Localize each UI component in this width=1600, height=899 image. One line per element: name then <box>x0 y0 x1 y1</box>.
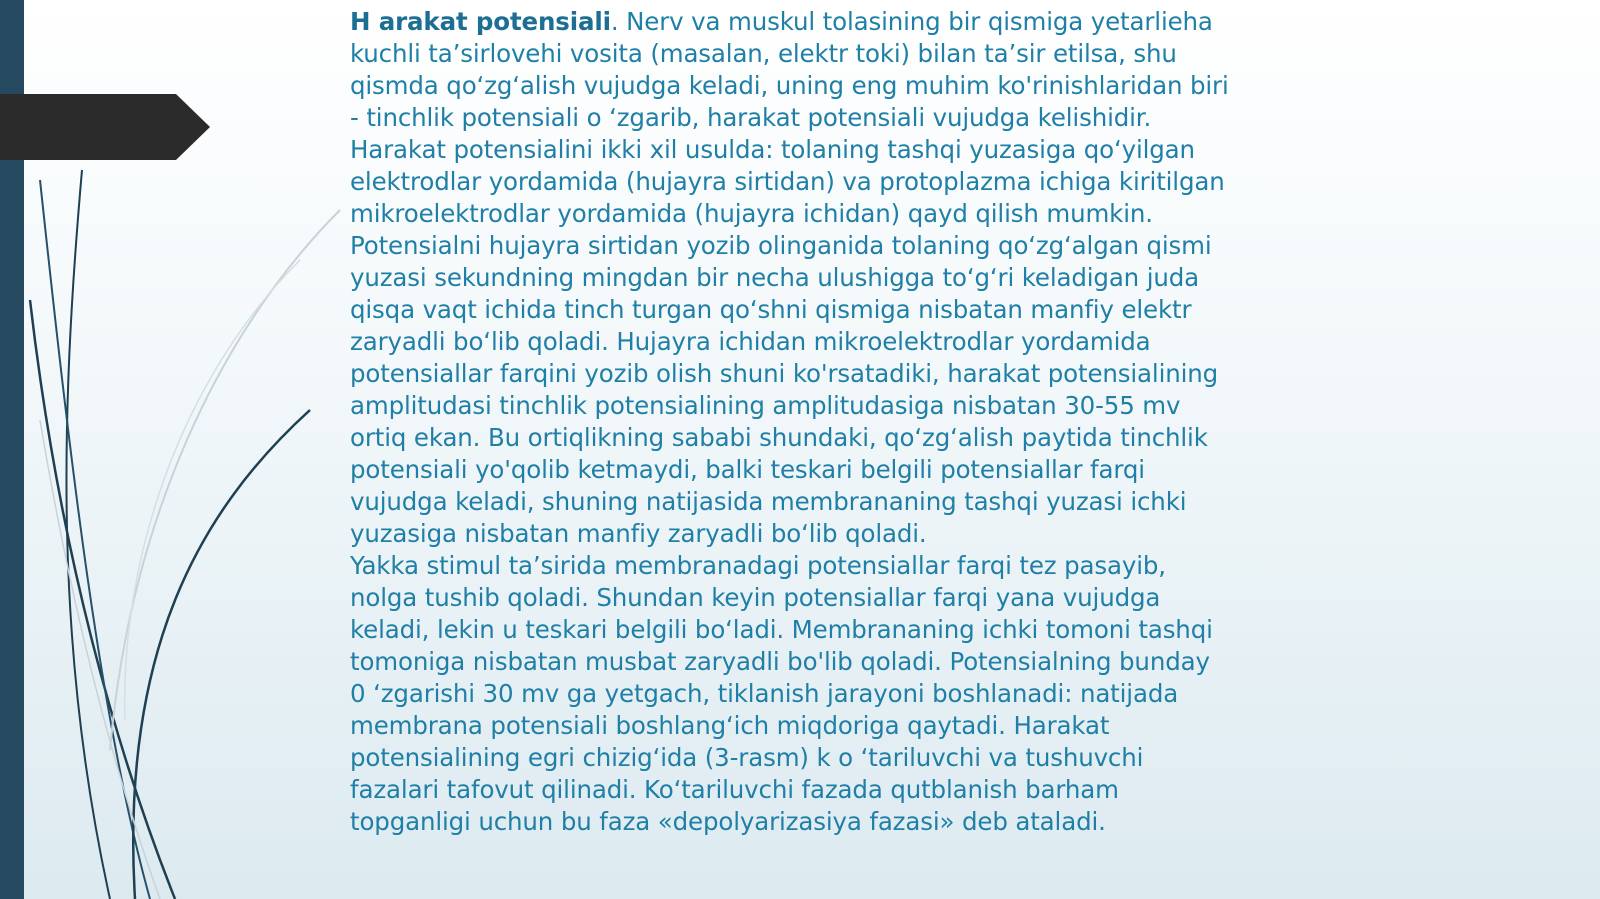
arrow-banner <box>0 94 210 160</box>
paragraph-2: Yakka stimul ta’sirida membranadagi potensiallar farqi tez pasayib, nolga tushib qoladi. Shundan keyin potensiallar farqi yana vujudga keladi, lekin u teskari belgili bo‘ladi. Membrananing ichki tomoni tashqi tomoniga nisbatan musbat zaryadli bo'lib qoladi. Potensialning bunday 0 ‘zgarishi 30 mv ga yetgach, tiklanish jarayoni boshlanadi: natijada membrana potensiali boshlang‘ich miqdoriga qaytadi. Harakat potensialining egri chizig‘ida (3-rasm) k o ‘tariluvchi va tushuvchi fazalari tafovut qilinadi. Ko‘tariluvchi fazada qutblanish barham topganligi uchun bu faza «depolyarizasiya fazasi» deb ataladi. <box>350 551 1213 836</box>
slide-body-text <box>350 6 1230 838</box>
paragraph-1-body: . Nerv va muskul tolasining bir qismiga yetarlieha kuchli ta’sirlovehi vosita (masalan, elektr toki) bilan ta’sir etilsa, shu qismda qo‘zg‘alish vujudga keladi, uning eng muhim ko'rinishlaridan biri - tinchlik potensiali o ‘zgarib, harakat potensiali vujudga kelishidir. Harakat potensialini ikki xil usulda: tolaning tashqi yuzasiga qo‘yilgan elektrodlar yordamida (hujayra sirtidan) va protoplazma ichiga kiritilgan mikroelektrodlar yordamida (hujayra ichidan) qayd qilish mumkin. Potensialni hujayra sirtidan yozib olinganida tolaning qo‘zg‘algan qismi yuzasi sekundning mingdan bir necha ulushigga to‘g‘ri keladigan juda qisqa vaqt ichida tinch turgan qo‘shni qismiga nisbatan manfiy elektr zaryadli bo‘lib qoladi. Hujayra ichidan mikroelektrodlar yordamida potensiallar farqini yozib olish shuni ko'rsatadiki, harakat potensialining amplitudasi tinchlik potensialining amplitudasiga nisbatan 30-55 mv ortiq ekan. Bu ortiqlikning sababi shundaki, qo‘zg‘alish paytida tinchlik potensiali yo'qolib ketmaydi, balki teskari belgili potensiallar farqi vujudga keladi, shuning natijasida membrananing tashqi yuzasi ichki yuzasiga nisbatan manfiy zaryadli bo‘lib qoladi. <box>350 7 1229 548</box>
paragraph-harakat-potensiali <box>350 6 1230 550</box>
heading-term: H arakat potensiali <box>350 7 611 36</box>
